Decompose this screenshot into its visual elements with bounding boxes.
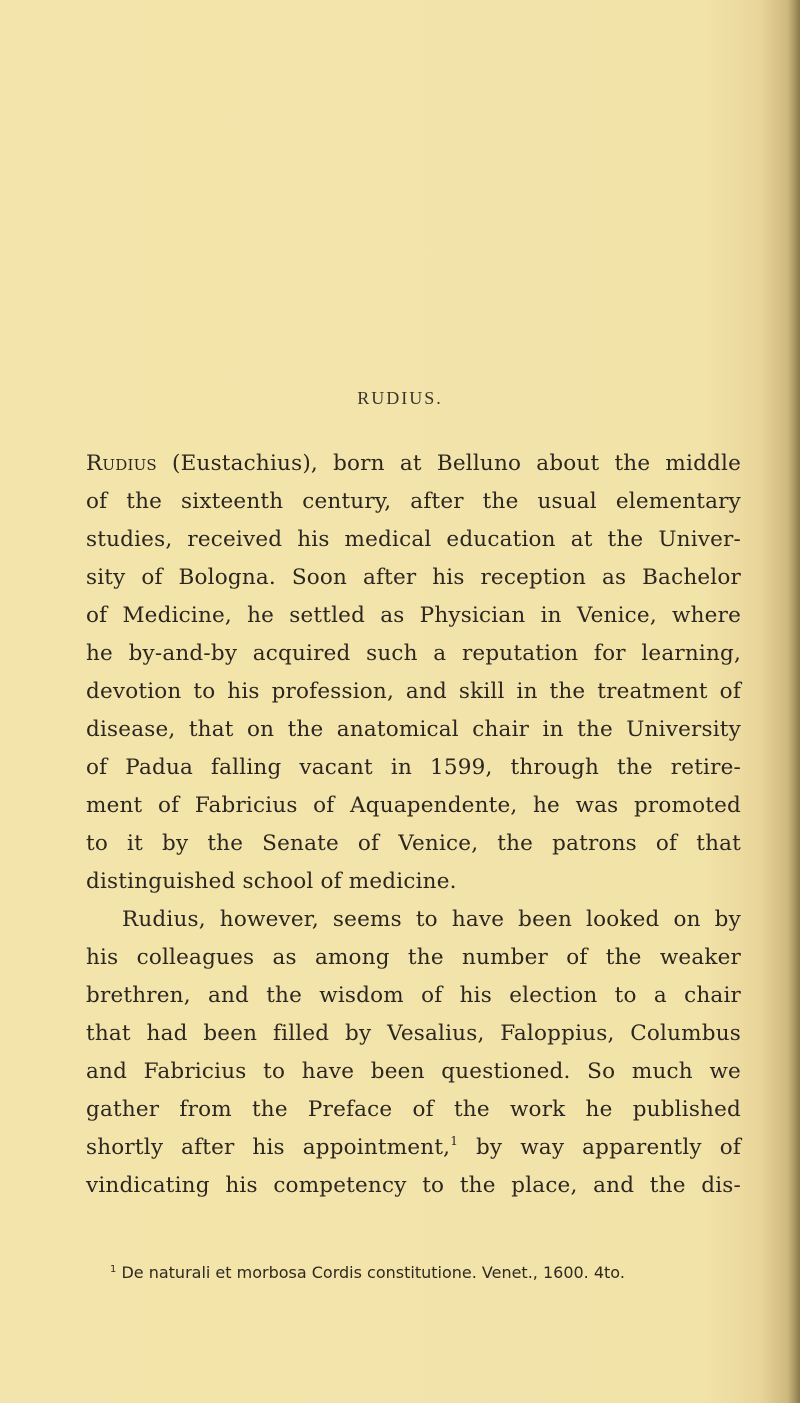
text-line: devotion to his profession, and skill in the treatment of	[86, 679, 741, 704]
text-line: of Medicine, he settled as Physician in Venice, where	[86, 603, 741, 628]
text-line: of the sixteenth century, after the usual elementary	[86, 489, 741, 514]
footnote-text: De naturali et morbosa Cordis constitutione. Venet., 1600. 4to.	[116, 1263, 625, 1282]
body-text	[86, 445, 741, 1205]
text-line: that had been filled by Vesalius, Faloppius, Columbus	[86, 1021, 741, 1046]
text-line: gather from the Preface of the work he published	[86, 1097, 741, 1122]
text-line: and Fabricius to have been questioned. So much we	[86, 1059, 741, 1084]
footnote	[110, 1263, 750, 1282]
running-head: RUDIUS.	[357, 388, 443, 408]
text-line: studies, received his medical education at the Univer-	[86, 527, 741, 552]
text-line: ment of Fabricius of Aquapendente, he was promoted	[86, 793, 741, 818]
text-line: of Padua falling vacant in 1599, through the retire-	[86, 755, 741, 780]
text-line	[86, 1129, 741, 1167]
text-line: sity of Bologna. Soon after his reception as Bachelor	[86, 565, 741, 590]
text-line-part: by way apparently of	[458, 1135, 741, 1160]
text-line: to it by the Senate of Venice, the patrons of that	[86, 831, 741, 856]
text-line: he by-and-by acquired such a reputation for learning,	[86, 641, 741, 666]
text-line: vindicating his competency to the place, and the dis-	[86, 1173, 741, 1198]
lead-name: Rudius	[86, 451, 157, 476]
text-line: distinguished school of medicine.	[86, 869, 457, 894]
footnote-marker: 1	[110, 1264, 117, 1275]
text-line: Rudius, however, seems to have been looked on by	[122, 907, 741, 932]
text-line-rest: (Eustachius), born at Belluno about the middle	[156, 451, 741, 476]
text-line: disease, that on the anatomical chair in the University	[86, 717, 741, 742]
text-line: his colleagues as among the number of the weaker	[86, 945, 741, 970]
text-line: brethren, and the wisdom of his election to a chair	[86, 983, 741, 1008]
text-line	[86, 445, 741, 483]
text-line-part: shortly after his appointment,	[86, 1135, 451, 1160]
footnote-reference: 1	[450, 1134, 459, 1148]
